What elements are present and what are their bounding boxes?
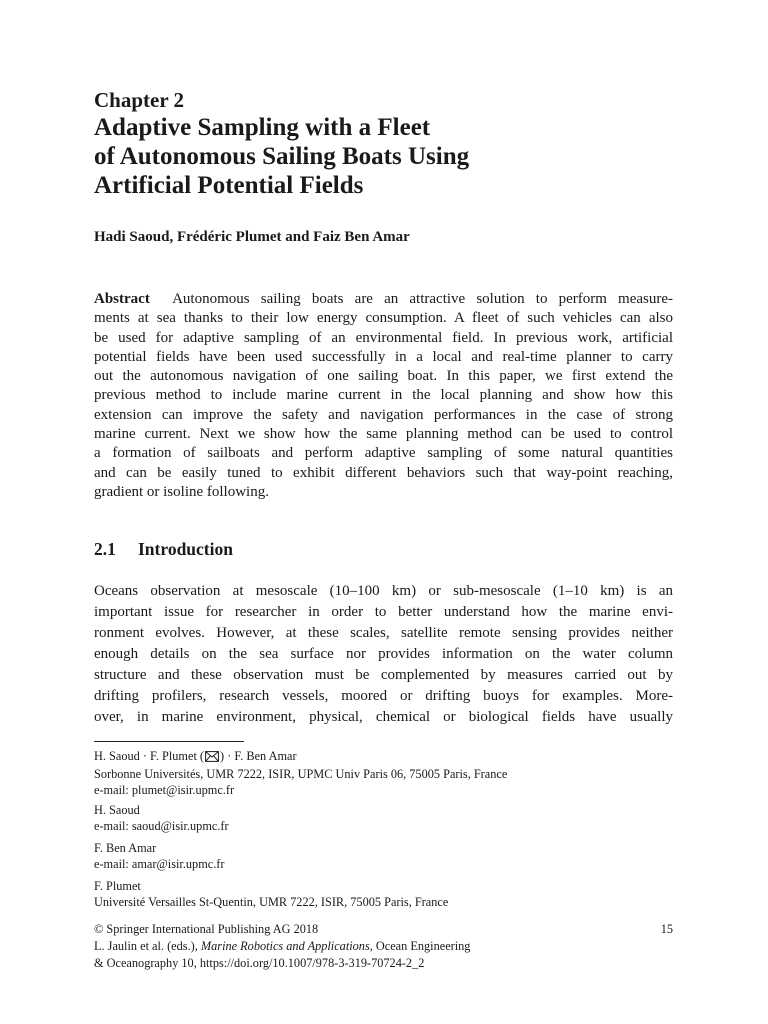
introduction-paragraph [94, 581, 673, 728]
body-line: important issue for researcher in order to better understand how the marine envi- [94, 604, 673, 620]
body-line: ronment evolves. However, at these scales, satellite remote sensing provides neither [94, 625, 673, 641]
authors: Hadi Saoud, Frédéric Plumet and Faiz Ben Amar [94, 229, 410, 245]
chapter-label: Chapter 2 [94, 88, 185, 112]
chapter-title-line: of Autonomous Sailing Boats Using [94, 143, 470, 170]
citation-line [94, 938, 673, 955]
footnote-name: F. Ben Amar [94, 841, 157, 855]
chapter-title-line: Artificial Potential Fields [94, 172, 364, 199]
body-line: drifting profilers, research vessels, moored or drifting buoys for examples. More- [94, 688, 673, 704]
abstract [94, 290, 673, 502]
abstract-line: gradient or isoline following. [94, 483, 269, 500]
envelope-icon [205, 750, 219, 766]
citation-editors: L. Jaulin et al. (eds.), [94, 939, 201, 953]
abstract-line: out the autonomous navigation of one sailing boat. In this paper, we first extend the [94, 368, 673, 385]
abstract-line: be used for adaptive sampling of an environmental field. In previous work, artificial [94, 329, 673, 346]
book-title: Marine Robotics and Applications [200, 939, 370, 953]
body-line: enough details on the sea surface nor provides information on the water column [94, 646, 673, 662]
section-heading [94, 539, 233, 560]
doi-line[interactable]: & Oceanography 10, https://doi.org/10.1007/978-3-319-70724-2_2 [94, 956, 425, 970]
page-number: 15 [660, 922, 673, 936]
copyright-block [94, 921, 673, 972]
footnote-group-authors [94, 748, 507, 798]
footnote-name: H. Saoud [94, 803, 140, 817]
footnote-names-before: H. Saoud · F. Plumet ( [94, 749, 205, 763]
footnote-group-plumet [94, 878, 448, 910]
abstract-line: potential fields have been used successfully in a local and real-time planner to carry [94, 348, 673, 365]
abstract-line [94, 290, 673, 309]
abstract-line: extension can improve the safety and navigation performances in the case of strong [94, 406, 673, 423]
abstract-line: and can be easily tuned to exhibit different behaviors such that way-point reaching, [94, 464, 673, 481]
section-title: Introduction [138, 539, 233, 559]
abstract-line: previous method to include marine current in the local planning and show how this [94, 387, 673, 404]
footnote-group-benamar [94, 840, 225, 872]
footnote-email[interactable]: e-mail: amar@isir.upmc.fr [94, 857, 225, 871]
series-name: , Ocean Engineering [369, 939, 471, 953]
copyright-text: © Springer International Publishing AG 2018 [94, 922, 319, 936]
abstract-label: Abstract [94, 291, 150, 307]
footnote-name: F. Plumet [94, 879, 141, 893]
abstract-line-text: Autonomous sailing boats are an attractive solution to perform measure- [172, 291, 673, 307]
abstract-line: ments at sea thanks to their low energy consumption. A fleet of such vehicles can also [94, 310, 673, 327]
section-number: 2.1 [94, 539, 116, 559]
footnote-rule [94, 741, 244, 742]
footnote-group-saoud [94, 802, 229, 834]
copyright-line [94, 921, 673, 938]
footnote-affiliation: Université Versailles St-Quentin, UMR 7222, ISIR, 75005 Paris, France [94, 895, 449, 909]
chapter-title-line: Adaptive Sampling with a Fleet [94, 114, 431, 141]
chapter-title [94, 113, 694, 200]
footnote-email[interactable]: e-mail: saoud@isir.upmc.fr [94, 819, 229, 833]
abstract-line: marine current. Next we show how the same planning method can be used to control [94, 426, 673, 443]
body-line: Oceans observation at mesoscale (10–100 km) or sub-mesoscale (1–10 km) is an [94, 583, 673, 599]
footnote-affiliation: Sorbonne Universités, UMR 7222, ISIR, UPMC Univ Paris 06, 75005 Paris, France [94, 767, 508, 781]
abstract-line: a formation of sailboats and perform adaptive sampling of some natural quantities [94, 445, 673, 462]
footnote-authors-line [94, 748, 507, 766]
body-line: over, in marine environment, physical, chemical or biological fields have usually [94, 709, 673, 725]
footnote-email[interactable]: e-mail: plumet@isir.upmc.fr [94, 783, 235, 797]
body-line: structure and these observation must be complemented by measures carried out by [94, 667, 673, 683]
footnote-names-after: ) · F. Ben Amar [220, 749, 297, 763]
